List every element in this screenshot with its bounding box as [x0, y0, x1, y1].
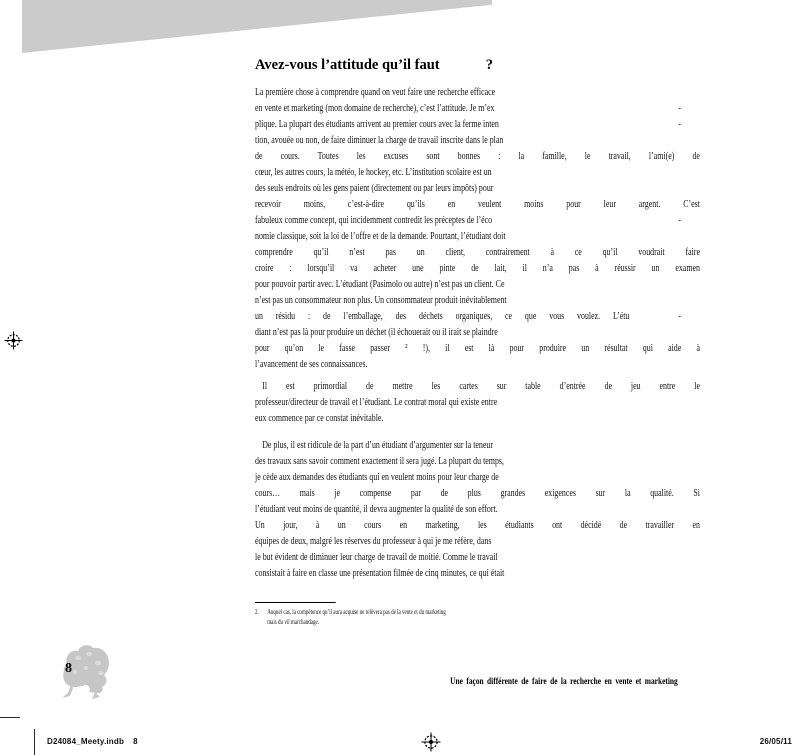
paragraph: [255, 84, 700, 372]
line-end-hyphen: -: [678, 214, 682, 226]
chapter-title: [255, 57, 493, 74]
text-line: Un jour, à un cours en marketing, les étudiants ont décidé de travailler en: [255, 519, 700, 531]
footnote-line-1: Auquel cas, la compétence qu’il aura acquise ne relèvera pas de la vente et du marketing: [267, 608, 446, 616]
text-line: n’est pas un consommateur non plus. Un consommateur produit inévitablement: [255, 294, 507, 306]
text-line: l’avancement de ses connaissances.: [255, 358, 368, 370]
text-line: plique. La plupart des étudiants arrivent au premier cours avec la ferme inten -: [255, 118, 682, 130]
paragraph: [255, 378, 700, 426]
text-line: équipes de deux, malgré les réserves du professeur à qui je me réfère, dans: [255, 535, 492, 547]
chapter-title-text: Avez-vous l’attitude qu’il faut: [255, 57, 440, 73]
slug-date: 26/05/11: [759, 737, 792, 746]
text-line: croire : lorsqu’il va acheter une pinte de lait, il n’a pas à réussir un examen: [255, 262, 700, 274]
corner-wedge-graphic: [22, 0, 492, 53]
footnote-number: 2.: [255, 608, 259, 616]
paragraph: [255, 437, 700, 581]
text-line: eux commence par ce constat inévitable.: [255, 412, 384, 424]
text-line: de cours. Toutes les excuses sont bonnes : la famille, le travail, l’ami(e) de: [255, 150, 700, 162]
text-line: un résidu : de l’emballage, des déchets organiques, ce que vous voulez. L’étu -: [255, 310, 682, 322]
text-line: des seuls endroits où les gens paient (directement ou par leurs impôts) pour: [255, 182, 494, 194]
body-text-column: [255, 84, 700, 627]
text-line: De plus, il est ridicule de la part d’un étudiant d’argumenter sur la teneur: [262, 439, 493, 451]
text-line: cours… mais je compense par de plus grandes exigences sur la qualité. Si: [255, 487, 700, 499]
crop-mark-horizontal: [0, 717, 20, 718]
text-line: comprendre qu’il n’est pas un client, contrairement à ce qu’il voudrait faire: [255, 246, 700, 258]
text-line: pour pouvoir partir avec. L’étudiant (Pasimolo ou autre) n’est pas un client. Ce: [255, 278, 505, 290]
slug-file-label: D24084_Meety.indb: [47, 737, 125, 746]
text-line: des travaux sans savoir comment exactement il sera jugé. La plupart du temps,: [255, 455, 504, 467]
text-line: consistait à faire en classe une présentation filmée de cinq minutes, ce qui était: [255, 567, 505, 579]
text-line: tion, avouée ou non, de faire diminuer la charge de travail inscrite dans le plan: [255, 134, 504, 146]
text-line: Il est primordial de mettre les cartes sur table d’entrée de jeu entre le: [262, 380, 700, 392]
line-end-hyphen: -: [678, 310, 682, 322]
line-end-hyphen: -: [678, 118, 682, 130]
text-line: pour qu’on le fasse passer ² !), il est là pour produire un résultat qui aide à: [255, 342, 700, 354]
chapter-title-question-mark: ?: [485, 57, 493, 73]
text-line: nomie classique, soit la loi de l’offre et de la demande. Pourtant, l’étudiant doit: [255, 230, 506, 242]
text-line: l’étudiant veut moins de quantité, il devra augmenter la qualité de son effort.: [255, 503, 498, 515]
footnote-line-2: mais du vil marchandage.: [267, 618, 320, 626]
text-line: diant n’est pas là pour produire un déchet (il échouerait ou il irait se plaindre: [255, 326, 498, 338]
text-line: fabuleux comme concept, qui incidemment contredit les préceptes de l’éco -: [255, 214, 682, 226]
text-line: en vente et marketing (mon domaine de recherche), c’est l’attitude. Je m’ex -: [255, 102, 682, 114]
text-line: recevoir moins, c’est-à-dire qu’ils en veulent moins pour leur argent. C’est: [255, 198, 700, 210]
text-line: je cède aux demandes des étudiants qui en veulent moins pour leur charge de: [255, 471, 499, 483]
slug-left: [47, 737, 138, 746]
slug-page-ref: 8: [133, 737, 138, 746]
text-line: La première chose à comprendre quand on veut faire une recherche efficace: [255, 86, 496, 98]
line-end-hyphen: -: [678, 102, 682, 114]
footnote-block: [255, 602, 700, 627]
running-footer-title: Une façon différente de faire de la recherche en vente et marketing: [450, 677, 678, 687]
crop-mark-vertical: [34, 729, 35, 755]
text-line: le but évident de diminuer leur charge de travail de moitié. Comme le travail: [255, 551, 498, 563]
text-line: professeur/directeur de travail et l’étudiant. Le contrat moral qui existe entre: [255, 396, 498, 408]
registration-mark-icon: [4, 331, 23, 350]
footnote-separator-rule: [255, 602, 336, 603]
footnote-text: [267, 607, 446, 627]
registration-mark-icon: [421, 732, 441, 752]
text-line: cœur, les autres cours, la météo, le hockey, etc. L’institution scolaire est un: [255, 166, 492, 178]
page-number: 8: [65, 661, 72, 676]
